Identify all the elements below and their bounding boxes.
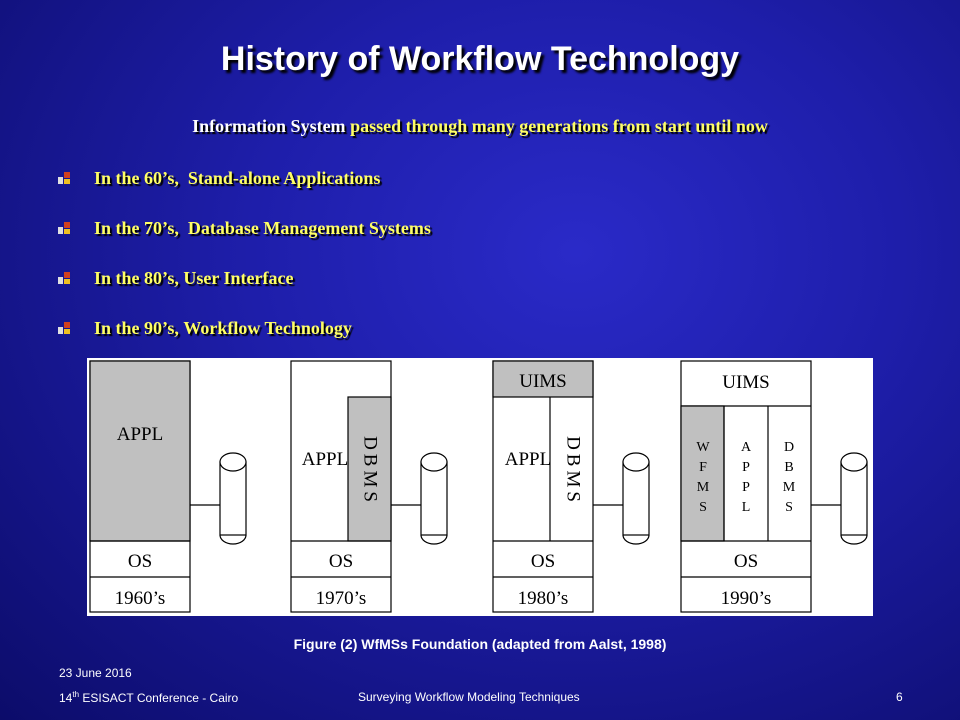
- label-year: 1960’s: [114, 588, 166, 609]
- label-year: 1980’s: [517, 588, 569, 609]
- label-os: OS: [530, 551, 556, 572]
- conf-sup: th: [72, 690, 80, 699]
- label-uims: UIMS: [722, 372, 770, 393]
- database-icon: [841, 453, 867, 471]
- letter: M: [782, 480, 796, 495]
- label-os: OS: [733, 551, 759, 572]
- label-year: 1970’s: [315, 588, 367, 609]
- label-appl: APPL: [504, 449, 552, 470]
- label-uims: UIMS: [519, 371, 567, 392]
- database-icon: [623, 453, 649, 471]
- bullet-60s: [58, 166, 380, 190]
- bullet-decade: In the 70’s,: [94, 217, 179, 238]
- letter: D: [783, 440, 795, 455]
- subtitle-part2: passed through many generations from start until now: [350, 116, 768, 136]
- database-icon: [220, 453, 246, 471]
- label-appl: APPL: [301, 449, 349, 470]
- slide-subtitle: [0, 116, 960, 137]
- label-os: OS: [328, 551, 354, 572]
- label-dbms: DBMS: [562, 436, 584, 506]
- bullet-text: User Interface: [183, 267, 294, 288]
- column-1960s: [90, 361, 246, 612]
- letter: F: [699, 460, 707, 475]
- letter: S: [699, 500, 707, 515]
- footer-center: Surveying Workflow Modeling Techniques: [358, 690, 580, 704]
- bullet-icon: [58, 172, 70, 184]
- letter: M: [696, 480, 710, 495]
- letter: P: [742, 460, 750, 475]
- database-icon: [421, 453, 447, 471]
- letter: S: [785, 500, 793, 515]
- conf-rest: ESISACT Conference - Cairo: [79, 691, 239, 705]
- letter: A: [740, 440, 752, 455]
- letter: L: [741, 500, 751, 515]
- bullet-text: Stand-alone Applications: [187, 167, 381, 188]
- label-appl: APPL: [116, 424, 164, 445]
- appl-block: [90, 361, 190, 541]
- slide-title: History of Workflow Technology: [220, 40, 740, 78]
- bullet-text: Workflow Technology: [183, 317, 352, 338]
- diagram-svg: [87, 358, 873, 616]
- footer-conference: [59, 690, 238, 705]
- page-number: 6: [896, 690, 903, 704]
- bullet-decade: In the 90’s,: [94, 317, 179, 338]
- wfms-foundation-diagram: [87, 358, 873, 616]
- label-dbms: DBMS: [359, 436, 381, 506]
- footer-date: 23 June 2016: [59, 666, 132, 680]
- bullet-80s: [58, 266, 293, 290]
- conf-num: 14: [59, 691, 73, 705]
- label-os: OS: [127, 551, 153, 572]
- label-year: 1990’s: [720, 588, 772, 609]
- bullet-text: Database Management Systems: [187, 217, 431, 238]
- letter: P: [742, 480, 750, 495]
- bullet-icon: [58, 272, 70, 284]
- bullet-90s: [58, 316, 352, 340]
- bullet-icon: [58, 322, 70, 334]
- bullet-icon: [58, 222, 70, 234]
- bullet-decade: In the 60’s,: [94, 167, 179, 188]
- letter: B: [784, 460, 794, 475]
- subtitle-part1: Information System: [192, 116, 351, 136]
- figure-caption: Figure (2) WfMSs Foundation (adapted from Aalst, 1998): [293, 636, 667, 652]
- letter: W: [696, 440, 710, 455]
- bullet-decade: In the 80’s,: [94, 267, 179, 288]
- bullet-70s: [58, 216, 431, 240]
